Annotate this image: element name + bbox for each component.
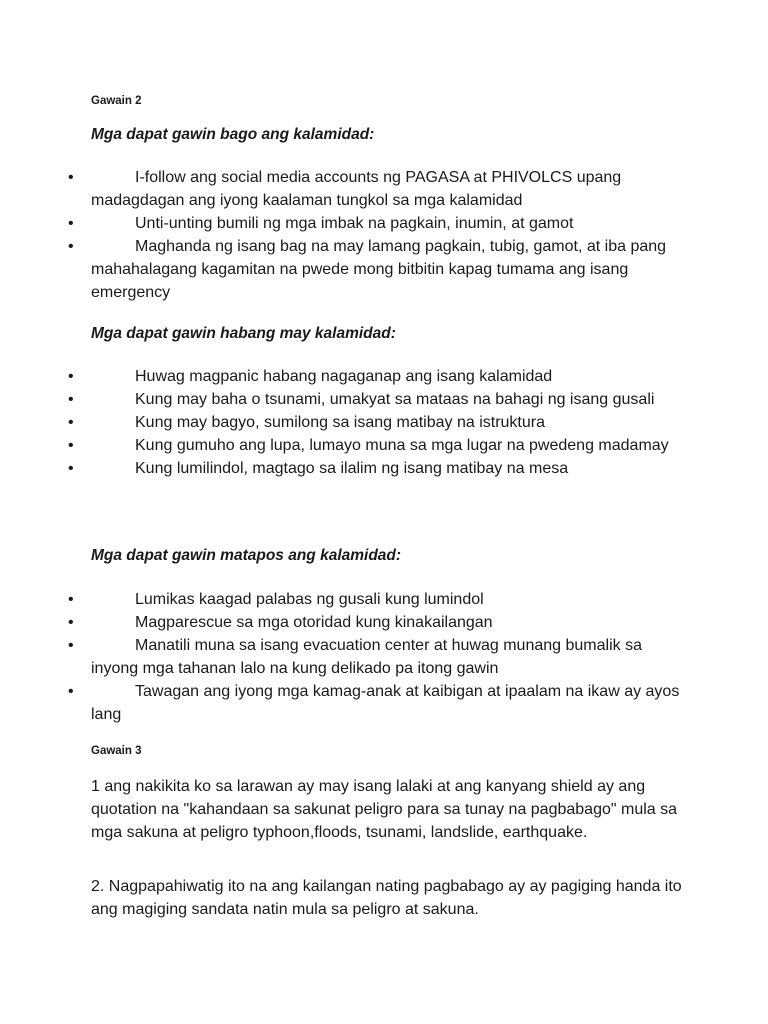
gawain-3-label: Gawain 3 [91, 745, 142, 757]
section-heading-during: Mga dapat gawin habang may kalamidad: [91, 325, 396, 342]
gawain-2-label: Gawain 2 [91, 95, 142, 107]
bullet-icon: • [68, 368, 74, 385]
answer-paragraph-2: 2. Nagpapahiwatig ito na ang kailangan nating pagbabago ay ay pagiging handa ito ang magiging sandata natin mula sa peligro at sakuna. [91, 878, 682, 918]
list-during [0, 365, 768, 480]
section-heading-after: Mga dapat gawin matapos ang kalamidad: [91, 547, 402, 564]
bullet-icon: • [68, 169, 74, 186]
list-after [0, 588, 768, 726]
list-item: • Unti-unting bumili ng mga imbak na pagkain, inumin, at gamot [0, 212, 691, 235]
list-before [0, 166, 768, 304]
bullet-icon: • [68, 460, 74, 477]
bullet-icon: • [68, 637, 74, 654]
list-item: • Huwag magpanic habang nagaganap ang isang kalamidad [0, 365, 691, 388]
answer-paragraph-1: 1 ang nakikita ko sa larawan ay may isang lalaki at ang kanyang shield ay ang quotation na "kahandaan sa sakunat peligro para sa tunay na pagbabago" mula sa mga sakuna at peligro typhoon,floods, tsunami, landslide, earthquake. [91, 778, 678, 841]
list-item: • Kung may bagyo, sumilong sa isang matibay na istruktura [0, 411, 691, 434]
bullet-icon: • [68, 215, 74, 232]
list-item: • Manatili muna sa isang evacuation center at huwag munang bumalik sa inyong mga tahanan lalo na kung delikado pa itong gawin [0, 634, 691, 680]
bullet-icon: • [68, 614, 74, 631]
list-item: • Kung may baha o tsunami, umakyat sa mataas na bahagi ng isang gusali [0, 388, 691, 411]
list-item: • Tawagan ang iyong mga kamag-anak at kaibigan at ipaalam na ikaw ay ayos lang [0, 680, 691, 726]
list-item: • Magparescue sa mga otoridad kung kinakailangan [0, 611, 691, 634]
bullet-icon: • [68, 591, 74, 608]
list-item: • Kung lumilindol, magtago sa ilalim ng isang matibay na mesa [0, 457, 691, 480]
section-heading-before: Mga dapat gawin bago ang kalamidad: [91, 126, 375, 143]
bullet-icon: • [68, 414, 74, 431]
list-item: • I-follow ang social media accounts ng PAGASA at PHIVOLCS upang madagdagan ang iyong kaalaman tungkol sa mga kalamidad [0, 166, 691, 212]
list-item: • Maghanda ng isang bag na may lamang pagkain, tubig, gamot, at iba pang mahahalagang kagamitan na pwede mong bitbitin kapag tumama ang isang emergency [0, 235, 691, 304]
list-item: • Kung gumuho ang lupa, lumayo muna sa mga lugar na pwedeng madamay [0, 434, 691, 457]
list-item: • Lumikas kaagad palabas ng gusali kung lumindol [0, 588, 691, 611]
bullet-icon: • [68, 437, 74, 454]
bullet-icon: • [68, 238, 74, 255]
bullet-icon: • [68, 391, 74, 408]
bullet-icon: • [68, 683, 74, 700]
